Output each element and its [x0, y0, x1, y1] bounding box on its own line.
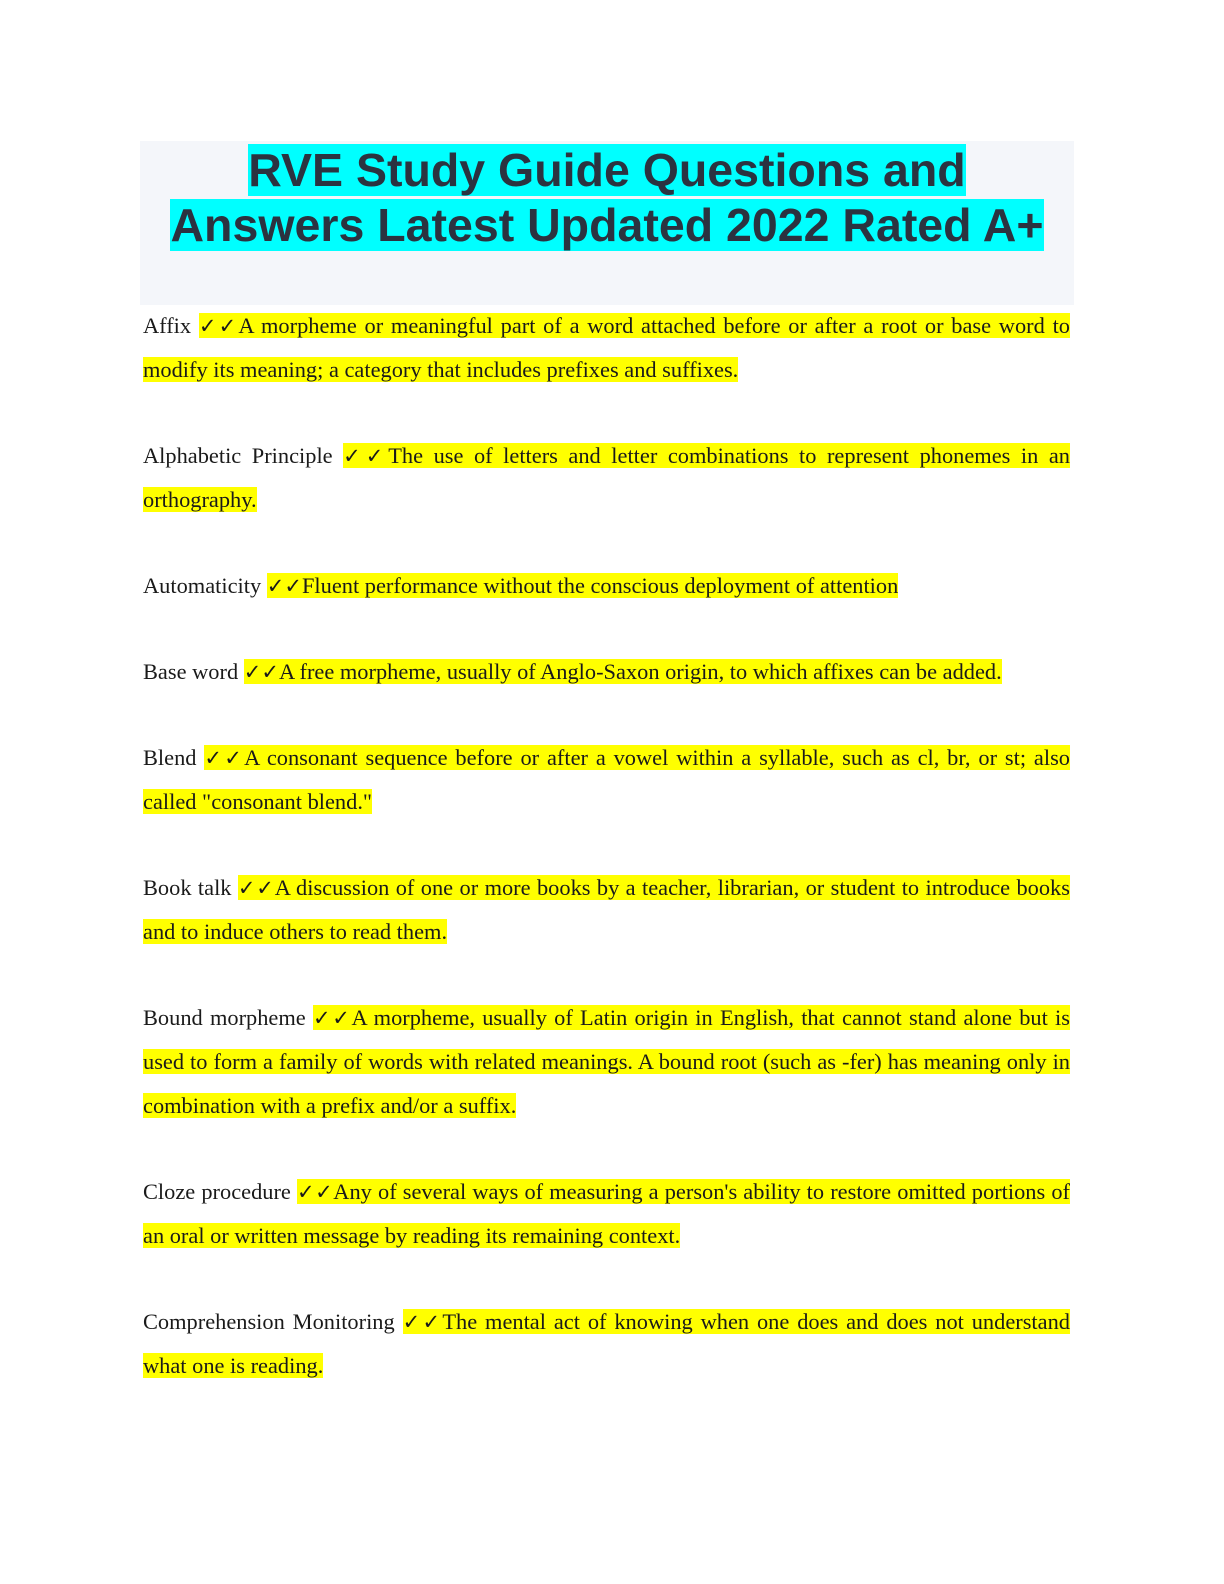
entry-definition-highlight	[267, 573, 899, 598]
glossary-entry-bound-morpheme	[143, 996, 1070, 1128]
entry-term: Comprehension Monitoring	[143, 1309, 395, 1334]
double-check-icon: ✓✓	[237, 876, 275, 900]
double-check-icon: ✓✓	[402, 1310, 443, 1334]
entry-definition: A morpheme or meaningful part of a word attached before or after a root or base word to modify its meaning; a category that includes prefixes and suffixes.	[143, 313, 1070, 382]
title-box	[140, 141, 1074, 305]
entry-definition: A morpheme, usually of Latin origin in English, that cannot stand alone but is used to form a family of words with related meanings. A bound root (such as -fer) has meaning only in combination with a prefix and/or a suffix.	[143, 1005, 1070, 1118]
entry-definition: Any of several ways of measuring a person's ability to restore omitted portions of an oral or written message by reading its remaining context.	[143, 1179, 1070, 1248]
entry-definition-highlight	[143, 313, 1070, 382]
glossary-entry-book-talk	[143, 866, 1070, 954]
entry-term: Alphabetic Principle	[143, 443, 333, 468]
double-check-icon: ✓✓	[198, 314, 239, 338]
double-check-icon: ✓✓	[297, 1180, 334, 1204]
entry-term: Base word	[143, 659, 239, 684]
glossary-entry-blend	[143, 736, 1070, 824]
double-check-icon: ✓✓	[243, 660, 279, 684]
glossary-entry-cloze-procedure	[143, 1170, 1070, 1258]
entry-definition: Fluent performance without the conscious deployment of attention	[301, 573, 899, 598]
glossary-list	[143, 304, 1070, 1430]
double-check-icon: ✓✓	[266, 574, 302, 598]
glossary-entry-alphabetic-principle	[143, 434, 1070, 522]
double-check-icon: ✓✓	[312, 1006, 352, 1030]
entry-definition: The use of letters and letter combinations to represent phonemes in an orthography.	[143, 443, 1070, 512]
entry-term: Bound morpheme	[143, 1005, 306, 1030]
entry-term: Book talk	[143, 875, 232, 900]
double-check-icon: ✓✓	[204, 746, 245, 770]
glossary-entry-affix	[143, 304, 1070, 392]
page-title-line-2	[140, 198, 1074, 253]
page-title-line-1	[140, 143, 1074, 198]
glossary-entry-comprehension-monitoring	[143, 1300, 1070, 1388]
glossary-entry-automaticity	[143, 564, 1070, 608]
double-check-icon: ✓✓	[343, 444, 389, 468]
title-highlight-2: Answers Latest Updated 2022 Rated A+	[170, 199, 1044, 251]
entry-term: Blend	[143, 745, 197, 770]
entry-definition-highlight	[244, 659, 1002, 684]
entry-definition-highlight	[143, 745, 1070, 814]
entry-definition: The mental act of knowing when one does and does not understand what one is reading.	[143, 1309, 1070, 1378]
entry-definition-highlight	[143, 875, 1070, 944]
entry-definition: A consonant sequence before or after a vowel within a syllable, such as cl, br, or st; also called "consonant blend."	[143, 745, 1070, 814]
entry-term: Automaticity	[143, 573, 262, 598]
entry-term: Affix	[143, 313, 192, 338]
entry-term: Cloze procedure	[143, 1179, 291, 1204]
glossary-entry-base-word	[143, 650, 1070, 694]
entry-definition: A discussion of one or more books by a teacher, librarian, or student to introduce books and to induce others to read them.	[143, 875, 1070, 944]
title-highlight-1: RVE Study Guide Questions and	[248, 144, 966, 196]
entry-definition: A free morpheme, usually of Anglo-Saxon origin, to which affixes can be added.	[278, 659, 1002, 684]
